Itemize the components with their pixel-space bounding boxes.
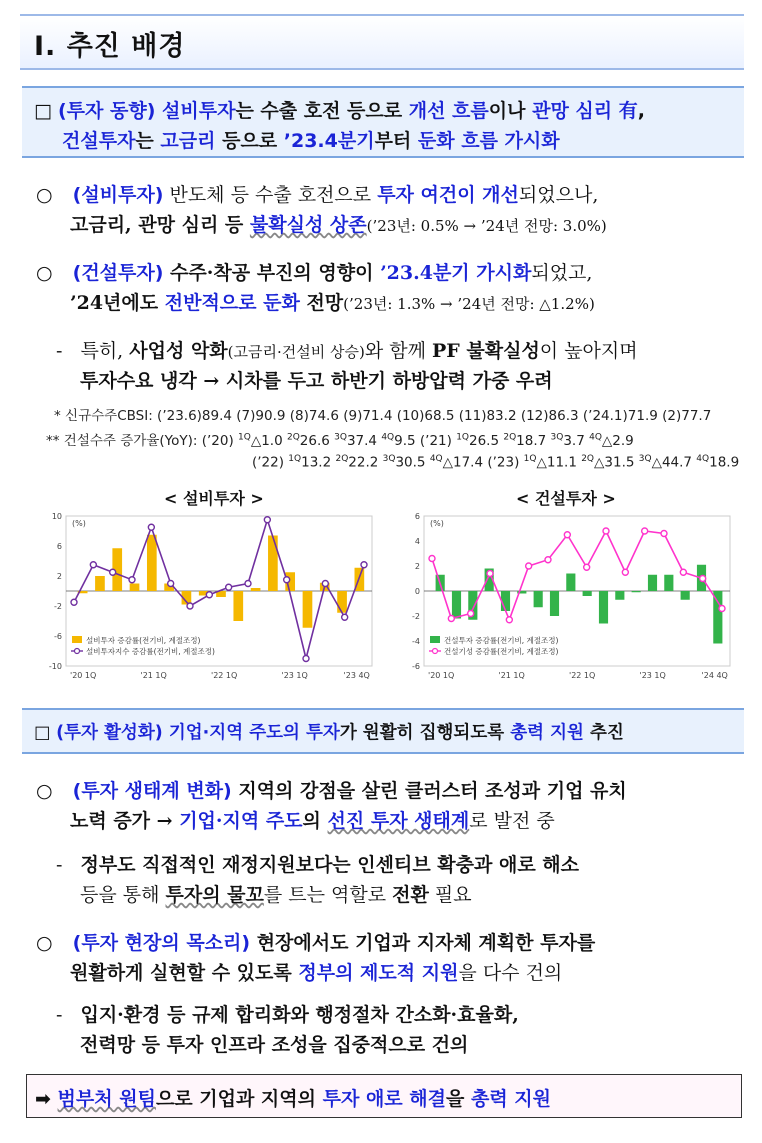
line-point	[545, 557, 551, 563]
bar	[648, 575, 657, 591]
dash-bullet-icon: -	[56, 1004, 63, 1026]
chart-equipment-investment	[40, 508, 380, 686]
line-point	[719, 606, 725, 612]
bullet-construction-investment	[36, 258, 592, 285]
circle-bullet-icon: ○	[36, 184, 53, 206]
bar	[303, 591, 313, 628]
dash-item-government-line2	[80, 880, 472, 907]
conclusion-body: 을	[445, 1088, 471, 1110]
highlight-text: 기업·지역 주도의 투자	[168, 723, 340, 743]
bullet-label: (투자 현장의 목소리)	[72, 932, 251, 954]
y-tick-label: 10	[51, 512, 62, 521]
line-point	[187, 603, 193, 609]
y-tick-label: -2	[412, 612, 420, 621]
summary-line	[34, 719, 624, 744]
line-point	[622, 569, 628, 575]
quarter-value: 3.7	[563, 433, 590, 449]
bullet-text: 로 발전 중	[469, 810, 555, 832]
quarter-value: 18.7	[516, 433, 551, 449]
bar	[452, 591, 461, 619]
quarter-value: △44.7	[651, 454, 697, 471]
right-arrow-icon: ➡	[35, 1088, 51, 1110]
dash-text: 이 높아지며	[539, 340, 638, 362]
quarter-value: △11.1	[536, 454, 582, 471]
quarter-value: 13.2	[301, 454, 336, 471]
y-tick-label: 4	[414, 537, 420, 546]
bar	[337, 591, 347, 613]
body-text: 이나	[488, 100, 533, 122]
dash-text: 등을 통해	[80, 884, 166, 906]
checkbox-icon: □	[34, 723, 57, 743]
bar	[95, 576, 105, 591]
bullet-text: 반도체 등 수출 호전으로	[163, 184, 378, 206]
quarter-value: 9.5 (’21)	[394, 433, 457, 449]
line-point	[206, 592, 212, 598]
line-point	[603, 528, 609, 534]
x-tick-label: '23 1Q	[281, 671, 308, 680]
quarter-value: 26.5	[469, 433, 504, 449]
highlight-text: (투자 동향)	[58, 100, 163, 122]
quarter-label: 3Q	[550, 432, 564, 443]
body-text: ,	[637, 100, 645, 122]
dash-highlight: PF 불확실성	[431, 340, 540, 362]
line-point	[129, 577, 135, 583]
bullet-label: (투자 생태계 변화)	[72, 780, 232, 802]
circle-bullet-icon: ○	[36, 932, 53, 954]
line-point	[342, 614, 348, 620]
line-point	[284, 577, 290, 583]
bullet-highlight: 불확실성 상존	[249, 214, 367, 236]
line-point	[448, 616, 454, 622]
legend-bar-swatch	[430, 636, 440, 643]
x-tick-label: '20 1Q	[70, 671, 97, 680]
y-tick-label: 6	[56, 542, 62, 551]
circle-bullet-icon: ○	[36, 780, 53, 802]
x-tick-label: '21 1Q	[498, 671, 525, 680]
bullet-construction-investment-line2	[70, 288, 595, 315]
line-point	[468, 611, 474, 617]
line-point	[148, 524, 154, 530]
bullet-text: ’24년에도	[70, 292, 165, 314]
bar	[615, 591, 624, 600]
quarter-label: 3Q	[382, 454, 396, 464]
quarter-label: 1Q	[456, 432, 469, 443]
quarter-value: △1.0	[250, 433, 287, 449]
line-point	[584, 564, 590, 570]
quarter-label: 4Q	[381, 432, 395, 443]
line-point	[700, 576, 706, 582]
bar	[632, 591, 641, 592]
checkbox-icon: □	[34, 100, 58, 122]
quarter-value: 26.6	[299, 433, 335, 449]
y-tick-label: -6	[54, 632, 62, 641]
dash-text: 필요	[428, 884, 472, 906]
legend-bar-swatch	[72, 636, 82, 643]
y-tick-label: 2	[414, 562, 420, 571]
bar	[681, 591, 690, 600]
bullet-text: 원활하게 실현할 수 있도록	[70, 962, 299, 984]
dash-item-regulation-line2: 전력망 등 투자 인프라 조성을 집중적으로 건의	[80, 1034, 469, 1056]
conclusion-highlight: 총력 지원	[470, 1088, 551, 1110]
bar	[233, 591, 243, 621]
highlight-text: ’23.4분기	[283, 130, 375, 152]
bar	[566, 574, 575, 592]
dash-item-government	[56, 850, 579, 877]
bullet-label: (설비투자)	[72, 184, 164, 206]
bullet-text: 노력 증가 →	[70, 810, 180, 832]
bullet-field-voice	[36, 928, 595, 955]
bullet-label: (건설투자)	[72, 262, 164, 284]
highlight-text: 관망 심리 有	[532, 100, 638, 122]
note-construction-orders	[46, 429, 634, 449]
quarter-value: △17.4 (’23)	[442, 454, 524, 471]
dash-highlight: 사업성 악화	[129, 340, 228, 362]
conclusion-text	[35, 1084, 551, 1111]
body-text: 부터	[374, 130, 418, 152]
quarter-label: 2Q	[335, 454, 349, 464]
quarter-value: △2.9	[601, 433, 634, 449]
bullet-ecosystem	[36, 776, 627, 803]
bar	[251, 588, 261, 591]
bar	[268, 536, 278, 592]
bullet-equipment-investment-line2	[70, 210, 607, 237]
line-point	[487, 571, 493, 577]
unit-label: (%)	[72, 519, 86, 528]
y-tick-label: -2	[54, 602, 62, 611]
bullet-text: 전망	[299, 292, 344, 314]
quarter-label: 3Q	[638, 454, 652, 464]
quarter-label: 2Q	[286, 432, 300, 443]
bullet-text: 현장에서도 기업과 지자체 계획한 투자를	[250, 932, 596, 954]
quarter-label: 1Q	[238, 432, 251, 443]
summary-box-1	[22, 86, 744, 158]
body-text: 등으로	[215, 130, 284, 152]
line-point	[90, 562, 96, 568]
summary-box-2	[22, 708, 744, 754]
bar	[130, 584, 140, 592]
legend-label: 건설투자 증감률(전기비, 계절조정)	[444, 636, 559, 645]
line-point	[361, 562, 367, 568]
bullet-highlight: 전반적으로 둔화	[164, 292, 300, 314]
bullet-field-voice-line2	[70, 958, 562, 985]
body-text: 는 수출 호전 등으로	[235, 100, 409, 122]
highlight-text: (투자 활성화)	[56, 723, 169, 743]
quarter-value: △31.5	[594, 454, 639, 471]
bullet-text: 의	[302, 810, 328, 832]
dash-text: 특히,	[80, 340, 130, 362]
x-tick-label: '21 1Q	[140, 671, 167, 680]
quarter-value: 18.9	[709, 454, 740, 471]
y-tick-label: 0	[414, 587, 420, 596]
dash-item-regulation	[56, 1000, 519, 1027]
line-point	[429, 556, 435, 562]
page-title: Ⅰ. 추진 배경	[34, 31, 186, 62]
summary-line-1	[34, 96, 645, 123]
conclusion-highlight: 범부처 원팀	[57, 1088, 156, 1110]
x-tick-label: '20 1Q	[428, 671, 455, 680]
bar	[147, 535, 157, 591]
line-point	[661, 531, 667, 537]
chart-title-construction: < 건설투자 >	[516, 489, 616, 508]
line-point	[264, 517, 270, 523]
highlight-text: 총력 지원	[510, 723, 584, 743]
bullet-text: 되었고,	[531, 262, 593, 284]
y-tick-label: 6	[414, 512, 420, 521]
line-point	[526, 563, 532, 569]
highlight-text: 개선 흐름	[408, 100, 489, 122]
bullet-text: 을 다수 건의	[458, 962, 563, 984]
y-tick-label: 2	[56, 572, 62, 581]
legend-point-swatch	[75, 649, 80, 654]
quarter-value: 37.4	[346, 433, 382, 449]
dash-highlight: 투자의 물꼬	[165, 884, 264, 906]
line-point	[322, 581, 328, 587]
line-point	[110, 569, 116, 575]
body-text: 추진	[583, 723, 624, 743]
legend-label: 설비투자 증감률(전기비, 계절조정)	[86, 636, 201, 645]
dash-text: (고금리·건설비 상승)	[227, 343, 365, 361]
body-text: 는	[135, 130, 161, 152]
bar	[550, 591, 559, 616]
quarter-label: 2Q	[581, 454, 595, 464]
highlight-text: 설비투자	[162, 100, 236, 122]
bullet-stat: (’23년: 1.3% → ’24년 전망: △1.2%)	[343, 295, 595, 313]
quarter-label: 3Q	[334, 432, 347, 443]
y-tick-label: -4	[412, 637, 420, 646]
bar	[713, 591, 722, 644]
bullet-highlight: 기업·지역 주도	[179, 810, 303, 832]
dash-text: 와 함께	[364, 340, 432, 362]
x-tick-label: '22 1Q	[211, 671, 238, 680]
bullet-highlight: 투자 여건이 개선	[377, 184, 519, 206]
bullet-equipment-investment	[36, 180, 598, 207]
conclusion-box	[26, 1074, 742, 1118]
x-tick-label: '23 4Q	[343, 671, 370, 680]
highlight-text: 고금리	[160, 130, 216, 152]
note-cbsi: * 신규수주CBSI: (’23.6)89.4 (7)90.9 (8)74.6 (9)71.4 (10)68.5 (11)83.2 (12)86.3 (’24.1)71.9 (2)77.7	[54, 408, 712, 424]
quarter-label: 1Q	[523, 454, 537, 464]
bar	[599, 591, 608, 624]
highlight-text: 건설투자	[62, 130, 136, 152]
bar	[583, 591, 592, 596]
bullet-text: 지역의 강점을 살린 클러스터 조성과 기업 유치	[231, 780, 627, 802]
line-point	[506, 617, 512, 623]
quarter-value: 22.2	[348, 454, 383, 471]
dash-bullet-icon: -	[56, 340, 63, 362]
quarter-label: 4Q	[429, 454, 443, 464]
dash-bullet-icon: -	[56, 854, 63, 876]
chart-title-equipment: < 설비투자 >	[164, 489, 264, 508]
body-text: 가 원활히 집행되도록	[339, 723, 511, 743]
quarter-label: 4Q	[696, 454, 710, 464]
y-tick-label: -6	[412, 662, 420, 671]
bullet-highlight: 선진 투자 생태계	[327, 810, 470, 832]
line-point	[71, 599, 77, 605]
y-tick-label: -10	[48, 662, 62, 671]
summary-line-2	[62, 126, 560, 153]
note-label: ** 건설수주 증가율(YoY): (’20)	[46, 433, 238, 449]
bar	[534, 591, 543, 607]
bullet-highlight: 정부의 제도적 지원	[298, 962, 459, 984]
line-point	[680, 569, 686, 575]
dash-highlight: 전환	[392, 884, 429, 906]
bullet-ecosystem-line2	[70, 806, 555, 833]
bullet-highlight: ’23.4분기 가시화	[380, 262, 532, 284]
x-tick-label: '24 4Q	[701, 671, 728, 680]
quarter-label: 1Q	[288, 454, 302, 464]
line-point	[168, 581, 174, 587]
conclusion-highlight: 투자 애로 해결	[322, 1088, 446, 1110]
dash-text: 입지·환경 등 규제 합리화와 행정절차 간소화·효율화,	[80, 1004, 519, 1026]
line-point	[226, 584, 232, 590]
bullet-text: 고금리, 관망 심리 등	[70, 214, 250, 236]
chart-construction-investment	[398, 508, 738, 686]
dash-item-pf	[56, 336, 638, 363]
bullet-stat: (’23년: 0.5% → ’24년 전망: 3.0%)	[366, 217, 607, 235]
x-tick-label: '22 1Q	[569, 671, 596, 680]
quarter-value: 30.5	[395, 454, 430, 471]
dash-text: 를 트는 역할로	[263, 884, 393, 906]
highlight-text: 둔화 흐름 가시화	[417, 130, 560, 152]
dash-text: 정부도 직접적인 재정지원보다는 인센티브 확충과 애로 해소	[80, 854, 580, 876]
unit-label: (%)	[430, 519, 444, 528]
quarter-label: 4Q	[589, 432, 602, 443]
line-point	[245, 581, 251, 587]
dash-item-pf-line2: 투자수요 냉각 → 시차를 두고 하반기 하방압력 가중 우려	[80, 370, 553, 392]
quarter-label: 2Q	[503, 432, 517, 443]
bar	[664, 575, 673, 591]
line-point	[642, 528, 648, 534]
conclusion-body: 으로 기업과 지역의	[155, 1088, 323, 1110]
legend-label: 설비투자지수 증감률(전기비, 계절조정)	[86, 647, 215, 656]
bullet-text: 되었으나,	[518, 184, 599, 206]
bullet-text: 수주·착공 부진의 영향이	[163, 262, 381, 284]
legend-point-swatch	[433, 649, 438, 654]
note-label: (’22)	[252, 454, 289, 471]
line-point	[564, 532, 570, 538]
note-construction-orders-line2	[252, 454, 739, 471]
line-point	[303, 656, 309, 662]
circle-bullet-icon: ○	[36, 262, 53, 284]
legend-label: 건설기성 증감률(전기비, 계절조정)	[444, 647, 559, 656]
x-tick-label: '23 1Q	[639, 671, 666, 680]
